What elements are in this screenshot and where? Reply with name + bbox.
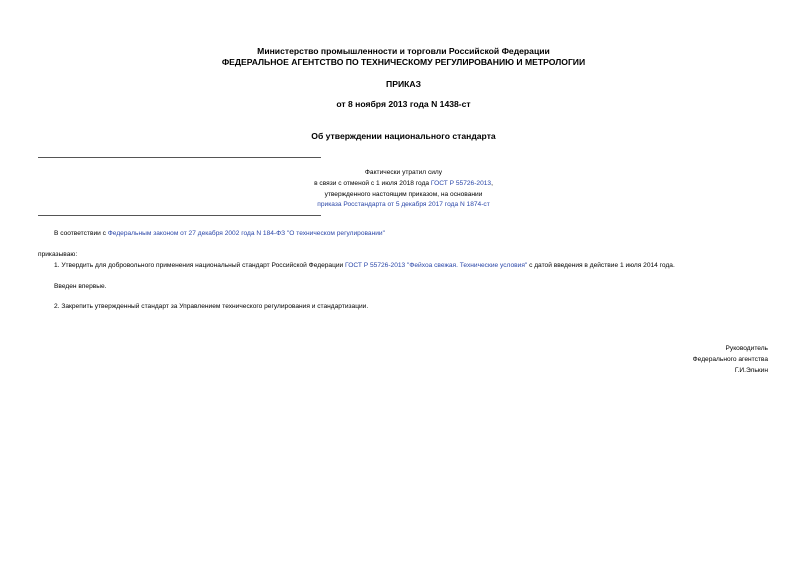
order-item-1-suffix: с датой введения в действие 1 июля 2014 года.	[527, 262, 675, 269]
federal-law-link[interactable]: Федеральным законом от 27 декабря 2002 года N 184-ФЗ "О техническом регулировании"	[107, 230, 385, 237]
signature-title: Руководитель	[725, 345, 768, 352]
order-word: приказываю:	[38, 251, 78, 258]
status-note-comma: ,	[491, 180, 493, 187]
status-note-line3: утвержденного настоящим приказом, на основании	[324, 191, 483, 198]
status-note-line2-text: в связи с отменой с 1 июля 2018 года	[314, 180, 431, 187]
intro-note: Введен впервые.	[54, 283, 107, 290]
divider-bottom	[38, 215, 321, 216]
status-note-line4	[0, 200, 807, 209]
ministry-title: Министерство промышленности и торговли Российской Федерации	[257, 46, 550, 56]
rosstandart-order-link[interactable]: приказа Росстандарта от 5 декабря 2017 года N 1874-ст	[317, 201, 490, 208]
doc-type: ПРИКАЗ	[386, 79, 421, 89]
order-item-1-text: 1. Утвердить для добровольного применения национальный стандарт Российской Федерации	[54, 262, 346, 269]
order-item-2: 2. Закрепить утвержденный стандарт за Управлением технического регулирования и стандартизации.	[54, 303, 369, 310]
gost-link[interactable]: ГОСТ Р 55726-2013	[430, 180, 492, 187]
status-note-line1: Фактически утратил силу	[364, 169, 443, 176]
gost-standard-link[interactable]: ГОСТ Р 55726-2013 "Фейхоа свежая. Технические условия"	[345, 262, 528, 269]
signature-block	[693, 344, 768, 375]
doc-date-number: от 8 ноября 2013 года N 1438-ст	[336, 99, 471, 109]
preamble-text: В соответствии с	[54, 230, 108, 237]
status-note-line2	[0, 179, 807, 188]
order-item-1	[54, 261, 675, 270]
agency-title: ФЕДЕРАЛЬНОЕ АГЕНТСТВО ПО ТЕХНИЧЕСКОМУ РЕГУЛИРОВАНИЮ И МЕТРОЛОГИИ	[221, 57, 586, 67]
signature-org: Федерального агентства	[692, 356, 768, 363]
signature-name: Г.И.Элькин	[734, 367, 768, 374]
doc-subject: Об утверждении национального стандарта	[311, 131, 496, 141]
divider-top	[38, 157, 321, 158]
preamble	[54, 229, 385, 238]
